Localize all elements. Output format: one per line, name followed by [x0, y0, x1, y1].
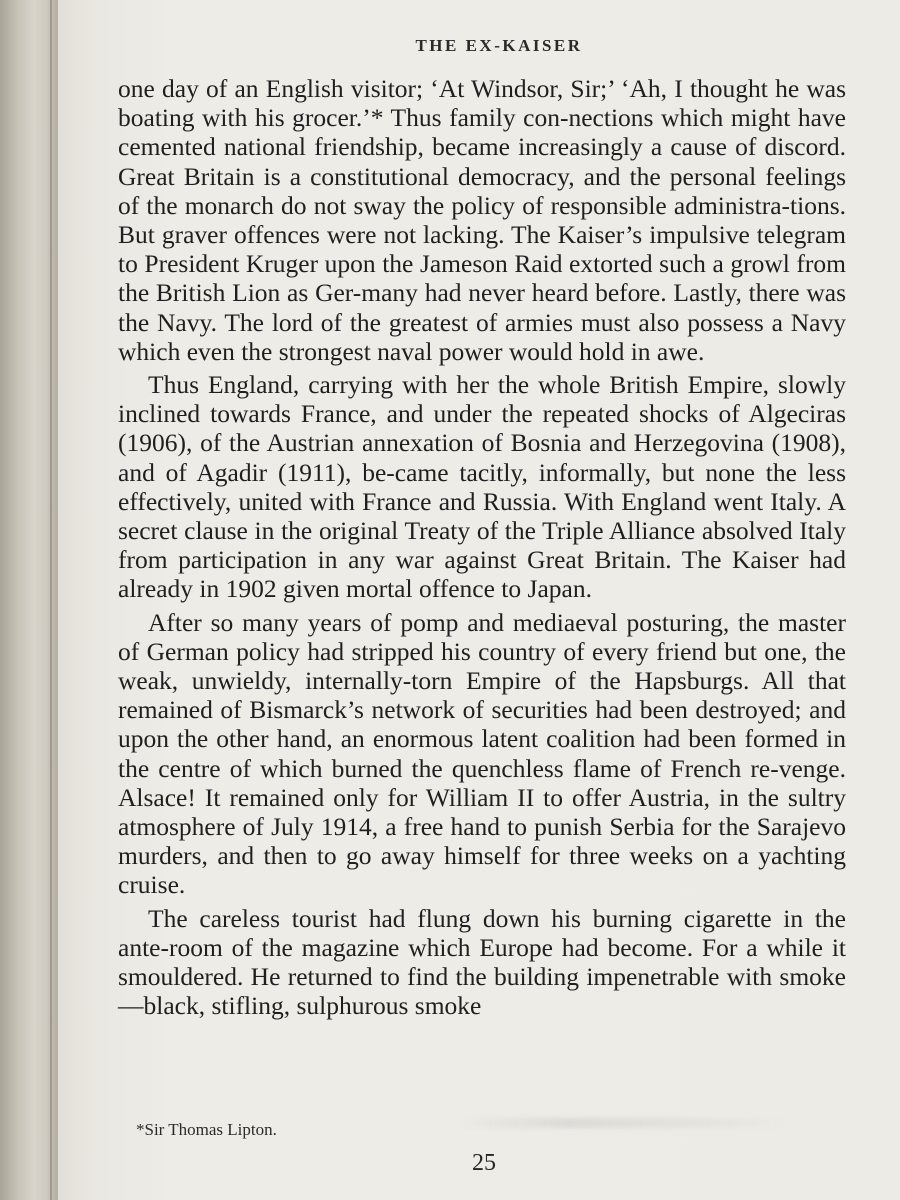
paragraph-2: Thus England, carrying with her the whole British Empire, slowly inclined towards France, and under the repeated shocks of Algeciras (1906), of the Austrian annexation of Bosnia and Herzegovina (1908), and of Agadir (1911), be-came tacitly, informally, but none the less effectively, united with France and Russia. With England went Italy. A secret clause in the original Treaty of the Triple Alliance absolved Italy from participation in any war against Great Britain. The Kaiser had already in 1902 given mortal offence to Japan.: [118, 370, 846, 604]
book-page: [58, 0, 900, 1200]
paragraph-4: The careless tourist had flung down his burning cigarette in the ante-room of the magazine which Europe had become. For a while it smouldered. He returned to find the building impenetrable with smoke—black, stifling, sulphurous smoke: [118, 903, 846, 1021]
paragraph-3: After so many years of pomp and mediaeval posturing, the master of German policy had stripped his country of every friend but one, the weak, unwieldy, internally-torn Empire of the Hapsburgs. All that remained of Bismarck’s network of securities had been destroyed; and upon the other hand, an enormous latent coalition had been formed in the centre of which burned the quenchless flame of French re-venge. Alsace! It remained only for William II to offer Austria, in the sultry atmosphere of July 1914, a free hand to punish Serbia for the Sarajevo murders, and then to go away himself for three weeks on a yachting cruise.: [118, 607, 846, 900]
running-head: THE EX-KAISER: [415, 36, 583, 55]
footnote: *Sir Thomas Lipton.: [136, 1120, 277, 1139]
body-text: [118, 74, 846, 1021]
show-through-text: [458, 1118, 788, 1128]
page-number: 25: [472, 1150, 496, 1176]
book-spine-edge: [0, 0, 58, 1200]
paragraph-1: one day of an English visitor; ‘At Windsor, Sir;’ ‘Ah, I thought he was boating with his grocer.’* Thus family con-nections which might have cemented national friendship, became increasingly a cause of discord. Great Britain is a constitutional democracy, and the personal feelings of the monarch do not sway the policy of responsible administra-tions. But graver offences were not lacking. The Kaiser’s impulsive telegram to President Kruger upon the Jameson Raid extorted such a growl from the British Lion as Ger-many had never heard before. Lastly, there was the Navy. The lord of the greatest of armies must also possess a Navy which even the strongest naval power would hold in awe.: [118, 74, 846, 366]
